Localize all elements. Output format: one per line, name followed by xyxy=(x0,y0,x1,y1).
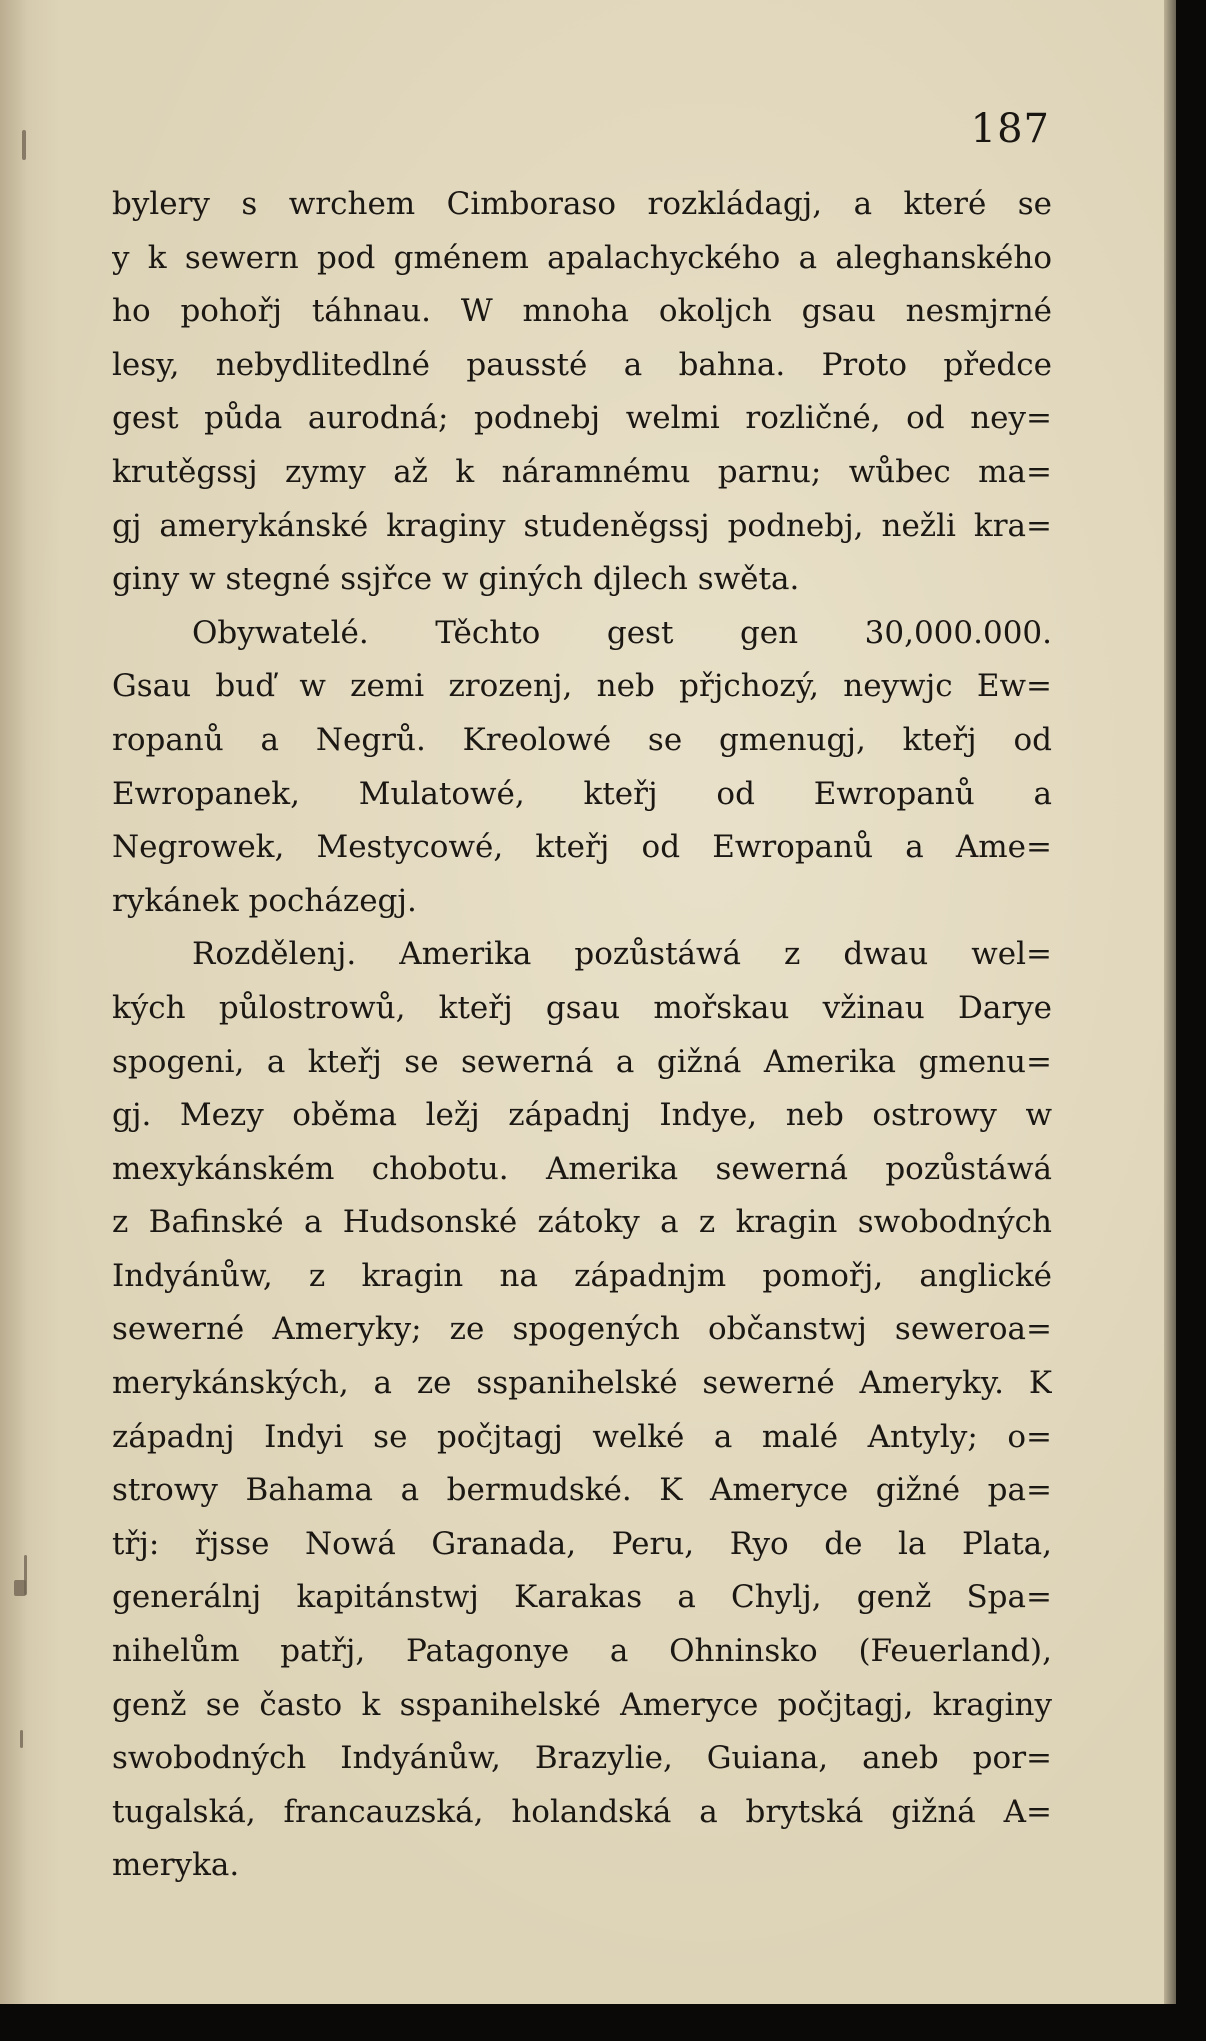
page-edge-shadow xyxy=(1164,0,1176,2004)
text-line: kých půlostrowů, kteřj gsau mořskau vžinau Darye xyxy=(112,989,1052,1026)
text-line: gj amerykánské kraginy studeněgssj podnebj, nežli kra= xyxy=(112,507,1052,544)
text-line: strowy Bahama a bermudské. K Ameryce gižné pa= xyxy=(112,1472,1052,1509)
text-line: lesy, nebydlitedlné paussté a bahna. Proto předce xyxy=(112,346,1052,383)
text-line: sewerné Ameryky; ze spogených občanstwj seweroa= xyxy=(112,1311,1052,1348)
text-line: mexykánském chobotu. Amerika sewerná pozůstáwá xyxy=(112,1150,1052,1187)
text-line: bylery s wrchem Cimboraso rozkládagj, a které se xyxy=(112,186,1052,222)
text-line: y k sewern pod gménem apalachyckého a aleghanského xyxy=(112,239,1052,276)
text-line: západnj Indyi se počjtagj welké a malé Antyly; o= xyxy=(112,1418,1052,1455)
text-line: genž se často k sspanihelské Ameryce počjtagj, kraginy xyxy=(112,1686,1052,1723)
section-heading-line: Obywatelé. Těchto gest gen 30,000.000. xyxy=(192,614,1052,651)
text-line: gest půda aurodná; podnebj welmi rozličné, od ney= xyxy=(112,400,1052,437)
text-line: nihelům patřj, Patagonye a Ohninsko (Feuerland), xyxy=(112,1633,1052,1670)
body-text xyxy=(112,178,1052,1893)
text-line: z Bafinské a Hudsonské zátoky a z kragin swobodných xyxy=(112,1204,1052,1241)
text-line: Gsau buď w zemi zrozenj, neb přjchozý, neywjc Ew= xyxy=(112,668,1052,705)
text-line: rykánek pocházegj. xyxy=(112,882,417,919)
text-line: spogeni, a kteřj se sewerná a gižná Amerika gmenu= xyxy=(112,1043,1052,1080)
text-line: merykánských, a ze sspanihelské sewerné Ameryky. K xyxy=(112,1365,1052,1402)
text-line: Negrowek, Mestycowé, kteřj od Ewropanů a Ame= xyxy=(112,829,1052,866)
text-line: tugalská, francauzská, holandská a brytská gižná A= xyxy=(112,1793,1052,1830)
text-line: Ewropanek, Mulatowé, kteřj od Ewropanů a xyxy=(112,775,1052,812)
text-line: krutěgssj zymy až k náramnému parnu; wůbec ma= xyxy=(112,453,1052,490)
text-line: třj: řjsse Nowá Granada, Peru, Ryo de la Plata, xyxy=(112,1525,1052,1562)
text-line: meryka. xyxy=(112,1847,240,1884)
text-line: giny w stegné ssjřce w giných djlech swěta. xyxy=(112,561,800,598)
page-number: 187 xyxy=(970,106,1050,152)
text-line: swobodných Indyánůw, Brazylie, Guiana, aneb por= xyxy=(112,1740,1052,1777)
text-line: Indyánůw, z kragin na západnjm pomořj, anglické xyxy=(112,1257,1052,1294)
section-heading-line: Rozdělenj. Amerika pozůstáwá z dwau wel= xyxy=(192,936,1052,973)
margin-mark xyxy=(20,1730,23,1748)
margin-mark xyxy=(22,130,26,160)
text-line: ho pohořj táhnau. W mnoha okoljch gsau nesmjrné xyxy=(112,293,1052,330)
text-line: generálnj kapitánstwj Karakas a Chylj, genž Spa= xyxy=(112,1579,1052,1616)
margin-mark xyxy=(14,1580,26,1596)
text-line: gj. Mezy oběma ležj západnj Indye, neb ostrowy w xyxy=(112,1097,1052,1134)
text-line: ropanů a Negrů. Kreolowé se gmenugj, kteřj od xyxy=(112,721,1052,758)
